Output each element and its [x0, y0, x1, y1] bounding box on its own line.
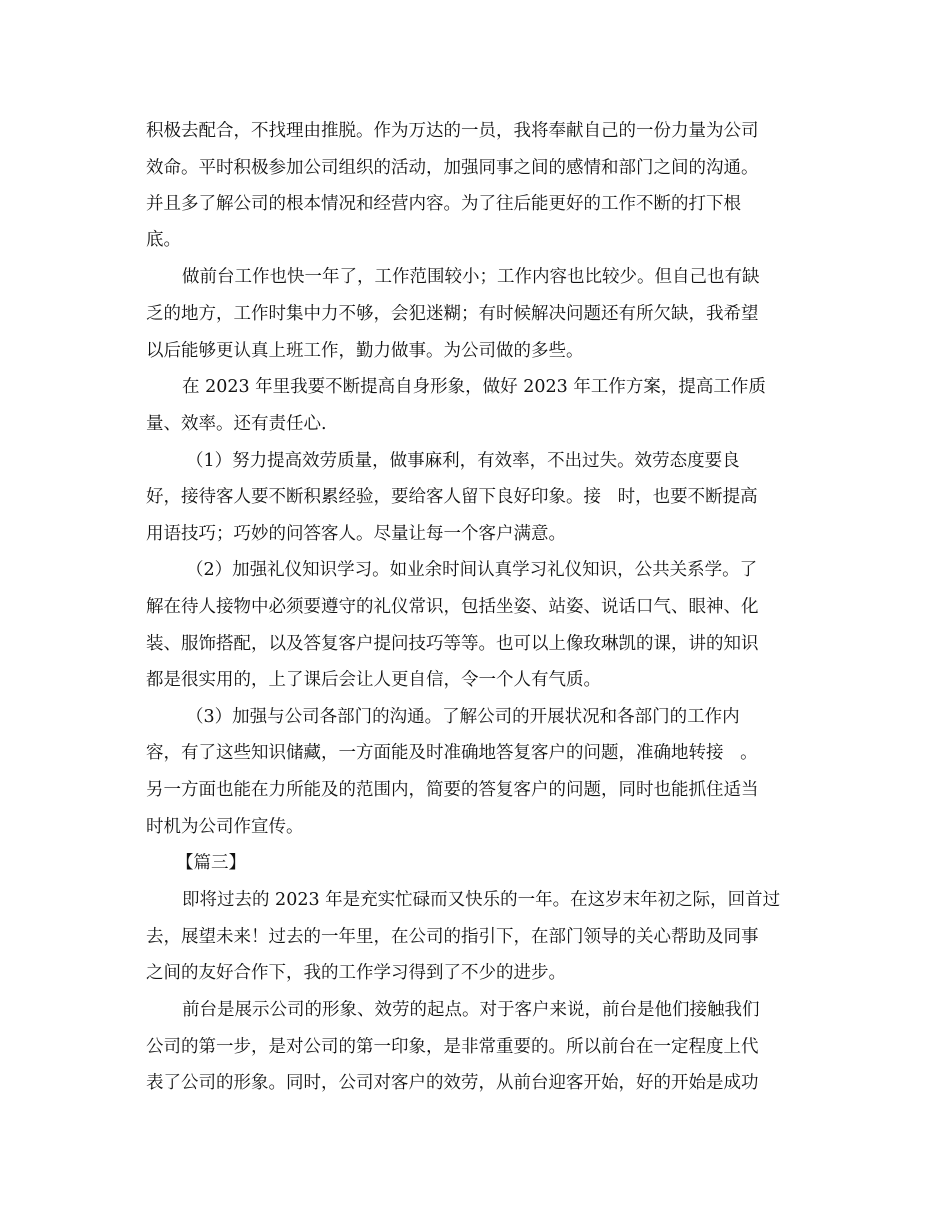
text-line: 都是很实用的，上了课后会让人更自信，令一个人有气质。	[146, 670, 601, 690]
text-line: 乏的地方，工作时集中力不够，会犯迷糊；有时候解决问题还有所欠缺，我希望	[146, 304, 759, 324]
text-line: 时机为公司作宣传。	[146, 817, 304, 837]
text-line: 在 2023 年里我要不断提高自身形象，做好 2023 年工作方案，提高工作质	[182, 377, 766, 397]
text-line: （2）加强礼仪知识学习。如业余时间认真学习礼仪知识，公共关系学。了	[186, 560, 758, 580]
text-line: 之间的友好合作下，我的工作学习得到了不少的进步。	[146, 963, 566, 983]
text-line: 公司的第一步，是对公司的第一印象，是非常重要的。所以前台在一定程度上代	[146, 1037, 759, 1057]
section-heading: 【篇三】	[176, 853, 246, 873]
text-line: 另一方面也能在力所能及的范围内，简要的答复客户的问题，同时也能抓住适当	[146, 780, 759, 800]
text-line: 容，有了这些知识储藏，一方面能及时准确地答复客户的问题，准确地转接 。	[146, 743, 758, 763]
text-line: 用语技巧；巧妙的问答客人。尽量让每一个客户满意。	[146, 524, 566, 544]
text-line: （3）加强与公司各部门的沟通。了解公司的开展状况和各部门的工作内	[186, 707, 740, 727]
text-line: 即将过去的 2023 年是充实忙碌而又快乐的一年。在这岁末年初之际，回首过	[182, 890, 781, 910]
text-line: 装、服饰搭配，以及答复客户提问技巧等等。也可以上像玫琳凯的课，讲的知识	[146, 634, 759, 654]
text-line: 并且多了解公司的根本情况和经营内容。为了往后能更好的工作不断的打下根	[146, 194, 741, 214]
text-line: 去，展望未来！过去的一年里，在公司的指引下，在部门领导的关心帮助及同事	[146, 927, 759, 947]
text-line: 底。	[146, 230, 181, 250]
text-line: （1）努力提高效劳质量，做事麻利，有效率，不出过失。效劳态度要良	[186, 451, 740, 471]
text-line: 以后能够更认真上班工作，勤力做事。为公司做的多些。	[146, 341, 584, 361]
text-line: 积极去配合，不找理由推脱。作为万达的一员，我将奉献自己的一份力量为公司	[146, 121, 759, 141]
text-line: 表了公司的形象。同时，公司对客户的效劳，从前台迎客开始，好的开始是成功	[146, 1073, 759, 1093]
text-line: 效命。平时积极参加公司组织的活动，加强同事之间的感情和部门之间的沟通。	[146, 158, 759, 178]
text-line: 量、效率。还有责任心.	[146, 414, 327, 434]
text-line: 做前台工作也快一年了，工作范围较小；工作内容也比较少。但自己也有缺	[182, 267, 760, 287]
text-line: 解在待人接物中必须要遵守的礼仪常识，包括坐姿、站姿、说话口气、眼神、化	[146, 597, 759, 617]
text-line: 前台是展示公司的形象、效劳的起点。对于客户来说，前台是他们接触我们	[182, 1000, 760, 1020]
text-line: 好，接待客人要不断积累经验，要给客人留下良好印象。接 时，也要不断提高	[146, 487, 758, 507]
